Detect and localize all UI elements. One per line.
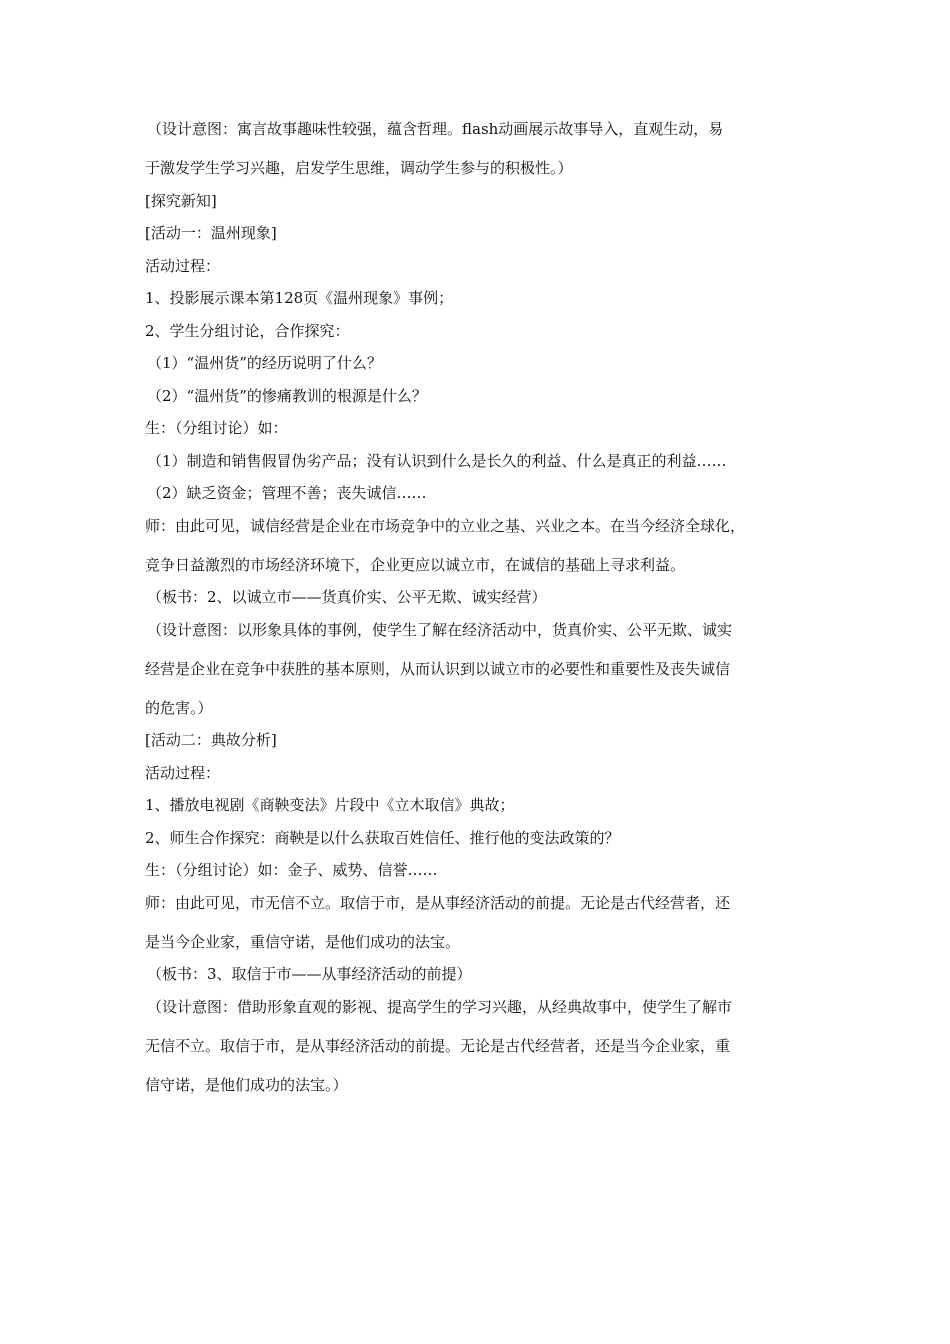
document-line: [活动二：典故分析] — [145, 731, 277, 749]
document-line: （1）“温州货”的经历说明了什么？ — [147, 354, 382, 372]
document-body — [145, 118, 805, 1096]
document-line: 师：由此可见，诚信经营是企业在市场竞争中的立业之基、兴业之本。在当今经济全球化， — [145, 516, 746, 535]
document-line: 1、播放电视剧《商鞅变法》片段中《立木取信》典故； — [145, 796, 515, 814]
document-line: 活动过程： — [145, 256, 221, 275]
document-line: （设计意图：借助形象直观的影视、提高学生的学习兴趣，从经典故事中，使学生了解市 — [147, 997, 733, 1016]
document-line: 是当今企业家，重信守诺，是他们成功的法宝。 — [145, 932, 461, 951]
document-line: 生：（分组讨论）如：金子、威势、信誉…… — [145, 861, 438, 879]
document-line: 竞争日益激烈的市场经济环境下，企业更应以诚立市，在诚信的基础上寻求利益。 — [145, 555, 686, 574]
document-line: 于激发学生学习兴趣，启发学生思维，调动学生参与的积极性。） — [145, 159, 573, 177]
document-line: 2、学生分组讨论，合作探究： — [145, 321, 350, 340]
document-line: 活动过程： — [145, 763, 221, 782]
document-line: 信守诺，是他们成功的法宝。） — [145, 1075, 348, 1094]
document-line: （2）“温州货”的惨痛教训的根源是什么？ — [147, 386, 427, 405]
document-line: 1、投影展示课本第128页《温州现象》事例； — [145, 289, 454, 307]
document-line: 无信不立。取信于市，是从事经济活动的前提。无论是古代经营者，还是当今企业家，重 — [145, 1036, 731, 1055]
document-line: [活动一：温州现象] — [145, 224, 277, 242]
document-line: （1）制造和销售假冒伪劣产品；没有认识到什么是长久的利益、什么是真正的利益…… — [147, 451, 727, 470]
document-line: （设计意图：以形象具体的事例，使学生了解在经济活动中，货真价实、公平无欺、诚实 — [147, 620, 733, 639]
document-line: （板书：3、取信于市——从事经济活动的前提） — [147, 965, 472, 983]
document-line: （板书：2、以诚立市——货真价实、公平无欺、诚实经营） — [147, 588, 547, 606]
document-line: 的危害。） — [145, 698, 213, 717]
document-line: 经营是企业在竞争中获胜的基本原则，从而认识到以诚立市的必要性和重要性及丧失诚信 — [145, 659, 731, 678]
document-page — [145, 118, 805, 1106]
document-line: 生：（分组讨论）如： — [145, 419, 288, 437]
document-line: [探究新知] — [145, 191, 217, 210]
document-line: 师：由此可见，市无信不立。取信于市，是从事经济活动的前提。无论是古代经营者，还 — [145, 893, 731, 912]
document-line: 2、师生合作探究：商鞅是以什么获取百姓信任、推行他的变法政策的？ — [145, 828, 620, 847]
document-line: （2）缺乏资金；管理不善；丧失诚信…… — [147, 484, 427, 502]
document-line: （设计意图：寓言故事趣味性较强，蕴含哲理。flash动画展示故事导入，直观生动，易 — [147, 120, 724, 138]
